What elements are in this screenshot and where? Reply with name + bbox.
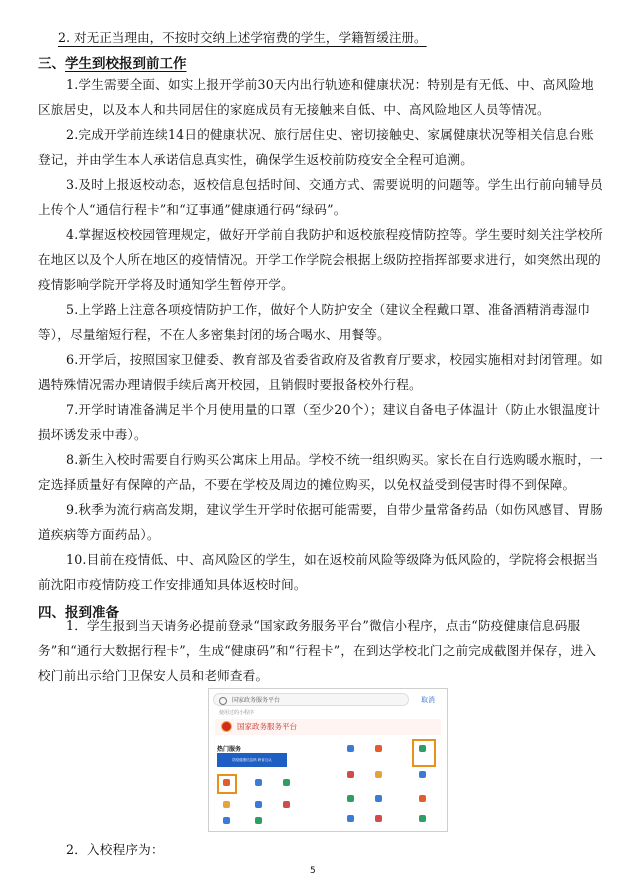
section3-heading <box>38 52 187 72</box>
section3-item-6: 6.开学后，按照国家卫健委、教育部及省委省政府及省教育厅要求，校园实施相对封闭管理。如遇特殊情况需办理请假手续后离开校园，且销假时要报备校外行程。 <box>38 352 603 392</box>
service-tile-icon <box>347 815 354 822</box>
service-tile-icon <box>375 795 382 802</box>
section3-item-1: 1.学生需要全面、如实上报开学前30天内出行轨迹和健康状况：特别是有无低、中、高风险地区旅居史，以及本人和共同居住的家庭成员有无接触来自低、中、高风险地区人员等情况。 <box>38 77 594 117</box>
service-tile-icon <box>419 815 426 822</box>
mini-program-screenshot <box>208 688 448 832</box>
section4-item-1: 1．学生报到当天请务必提前登录“国家政务服务平台”微信小程序，点击“防疫健康信息码服务”和“通行大数据行程卡”，生成“健康码”和“行程卡”，在到达学校北门之前完成截图并保存，进入校门前出示给门卫保安人员和老师查看。 <box>38 618 597 683</box>
section3-item-5: 5.上学路上注意各项疫情防护工作，做好个人防护安全（建议全程戴口罩、准备酒精消毒湿巾等），尽量缩短行程，不在人多密集封闭的场合喝水、用餐等。 <box>38 302 591 342</box>
service-tile-icon <box>347 795 354 802</box>
section3-item-2: 2.完成开学前连续14日的健康状况、旅行居住史、密切接触史、家属健康状况等相关信息台账登记，并由学生本人承诺信息真实性，确保学生返校前防疫安全全程可追溯。 <box>38 127 594 167</box>
service-tile-icon <box>255 817 262 824</box>
service-tile-icon <box>255 779 262 786</box>
service-tile-icon <box>223 817 230 824</box>
hot-services-label: 热门服务 <box>217 746 242 753</box>
service-tile-icon <box>223 801 230 808</box>
service-tile-icon <box>347 771 354 778</box>
section3-item-7: 7.开学时请准备满足半个月使用量的口罩（至少20个）；建议自备电子体温计（防止水银温度计损坏诱发汞中毒）。 <box>38 402 601 442</box>
page-number: 5 <box>310 866 316 876</box>
service-tile-icon <box>419 771 426 778</box>
brand-name: 国家政务服务平台 <box>237 722 297 731</box>
section3-item-8: 8.新生入校时需要自行购买公寓床上用品。学校不统一组织购买。家长在自行选购暖水瓶时，一定选择质量好有保障的产品，不要在学校及周边的摊位购买，以免权益受到侵害时得不到保障。 <box>38 452 603 492</box>
section3-title: 学生到校报到前工作 <box>65 56 187 72</box>
highlight-itinerary-card <box>412 739 436 767</box>
section3-item-9: 9.秋季为流行病高发期，建议学生开学时依据可能需要，自带少量常备药品（如伤风感冒、胃肠道疾病等方面药品）。 <box>38 502 603 542</box>
service-tile-icon <box>283 801 290 808</box>
recent-label: 使用过的小程序 <box>219 710 255 716</box>
service-tile-icon <box>347 745 354 752</box>
section3-item-3: 3.及时上报返校动态，返校信息包括时间、交通方式、需要说明的问题等。学生出行前向辅导员上传个人“通信行程卡”和“辽事通”健康通行码“绿码”。 <box>38 177 603 217</box>
service-tile-icon <box>419 795 426 802</box>
service-tile-icon <box>375 815 382 822</box>
section3-item-10: 10.目前在疫情低、中、高风险区的学生，如在返校前风险等级降为低风险的，学院将会根据当前沈阳市疫情防疫工作安排通知具体返校时间。 <box>38 552 599 592</box>
top-line: 2. 对无正当理由，不按时交纳上述学宿费的学生，学籍暂缓注册。 <box>58 30 427 45</box>
cancel-label: 取消 <box>421 696 435 704</box>
service-tile-icon <box>283 779 290 786</box>
service-tile-icon <box>375 771 382 778</box>
highlight-health-code <box>217 774 237 794</box>
section4-heading: 四、报到准备 <box>38 605 119 621</box>
section4-item-2: 2．入校程序为： <box>66 842 164 857</box>
search-icon <box>219 697 227 705</box>
search-bar <box>213 693 409 706</box>
search-text: 国家政务服务平台 <box>232 697 281 704</box>
service-tile-icon <box>255 801 262 808</box>
national-emblem-icon <box>221 721 232 732</box>
service-tile-icon <box>375 745 382 752</box>
section3-num: 三、 <box>38 56 65 72</box>
promo-banner: 防疫健康信息码 跨省互认 <box>217 753 287 767</box>
section3-item-4: 4.掌握返校校园管理规定，做好开学前自我防护和返校旅程疫情防控等。学生要时刻关注学校所在地区以及个人所在地区的疫情情况。开学工作学院会根据上级防控指挥部要求进行，如突然出现的疫情影响学院开学将及时通知学生暂停开学。 <box>38 227 603 292</box>
